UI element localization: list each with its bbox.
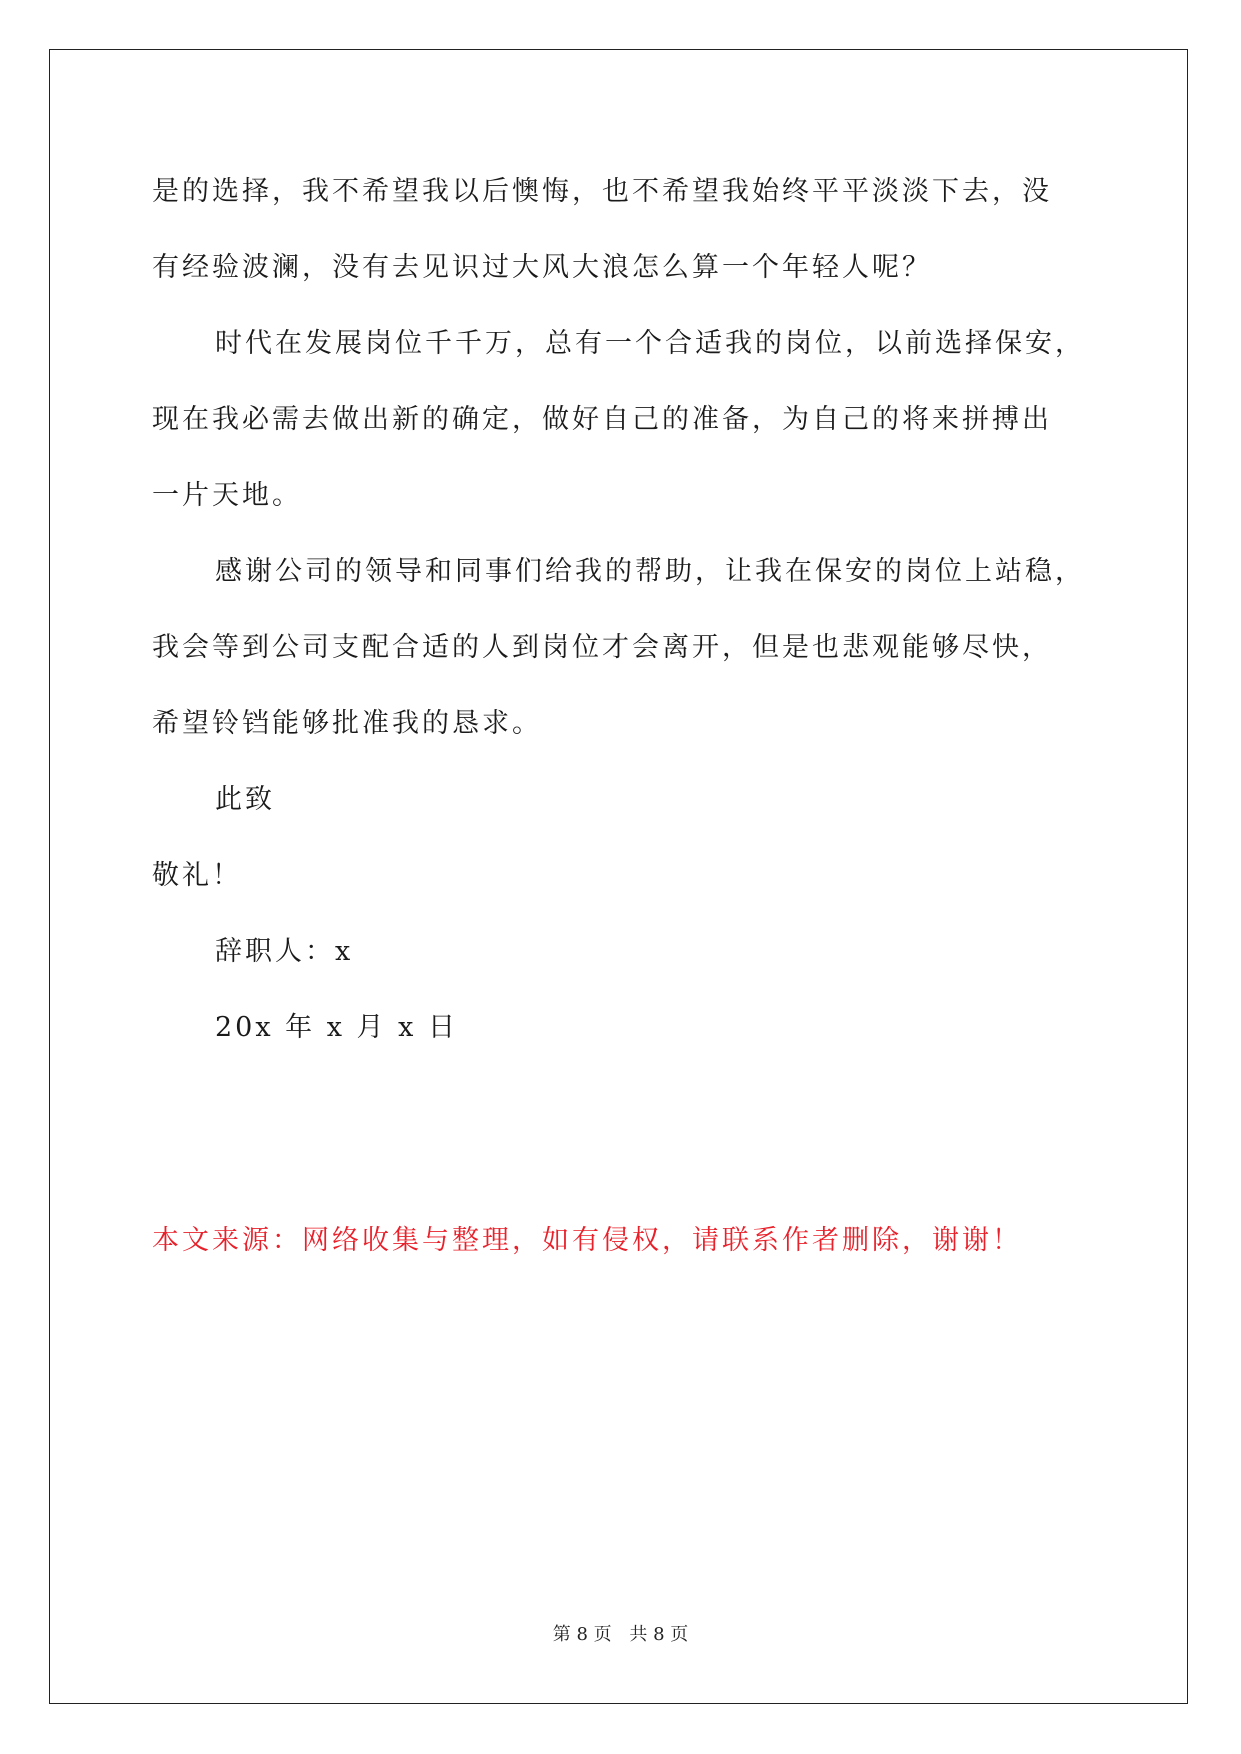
closing-salutation: 此致 [215, 784, 275, 815]
body-line-1: 是的选择，我不希望我以后懊悔，也不希望我始终平平淡淡下去，没 [152, 176, 1052, 207]
body-line-6: 感谢公司的领导和同事们给我的帮助，让我在保安的岗位上站稳， [215, 556, 1085, 587]
page-number-total: 共 8 页 [629, 1624, 689, 1645]
body-line-5: 一片天地。 [152, 480, 302, 511]
body-line-3: 时代在发展岗位千千万，总有一个合适我的岗位，以前选择保安， [215, 328, 1085, 359]
date-line: 20x 年 x 月 x 日 [215, 1012, 458, 1043]
page-number-current: 第 8 页 [552, 1624, 612, 1645]
page-footer [0, 1620, 1241, 1646]
body-line-7: 我会等到公司支配合适的人到岗位才会离开，但是也悲观能够尽快， [152, 632, 1052, 663]
letter-body [152, 166, 1092, 1078]
body-line-4: 现在我必需去做出新的确定，做好自己的准备，为自己的将来拼搏出 [152, 404, 1052, 435]
source-disclaimer: 本文来源：网络收集与整理，如有侵权，请联系作者删除，谢谢！ [152, 1225, 1022, 1256]
body-line-8: 希望铃铛能够批准我的恳求。 [152, 708, 542, 739]
signature-line: 辞职人：x [215, 936, 354, 967]
closing-regards: 敬礼！ [152, 860, 242, 891]
body-line-2: 有经验波澜，没有去见识过大风大浪怎么算一个年轻人呢？ [152, 252, 932, 283]
